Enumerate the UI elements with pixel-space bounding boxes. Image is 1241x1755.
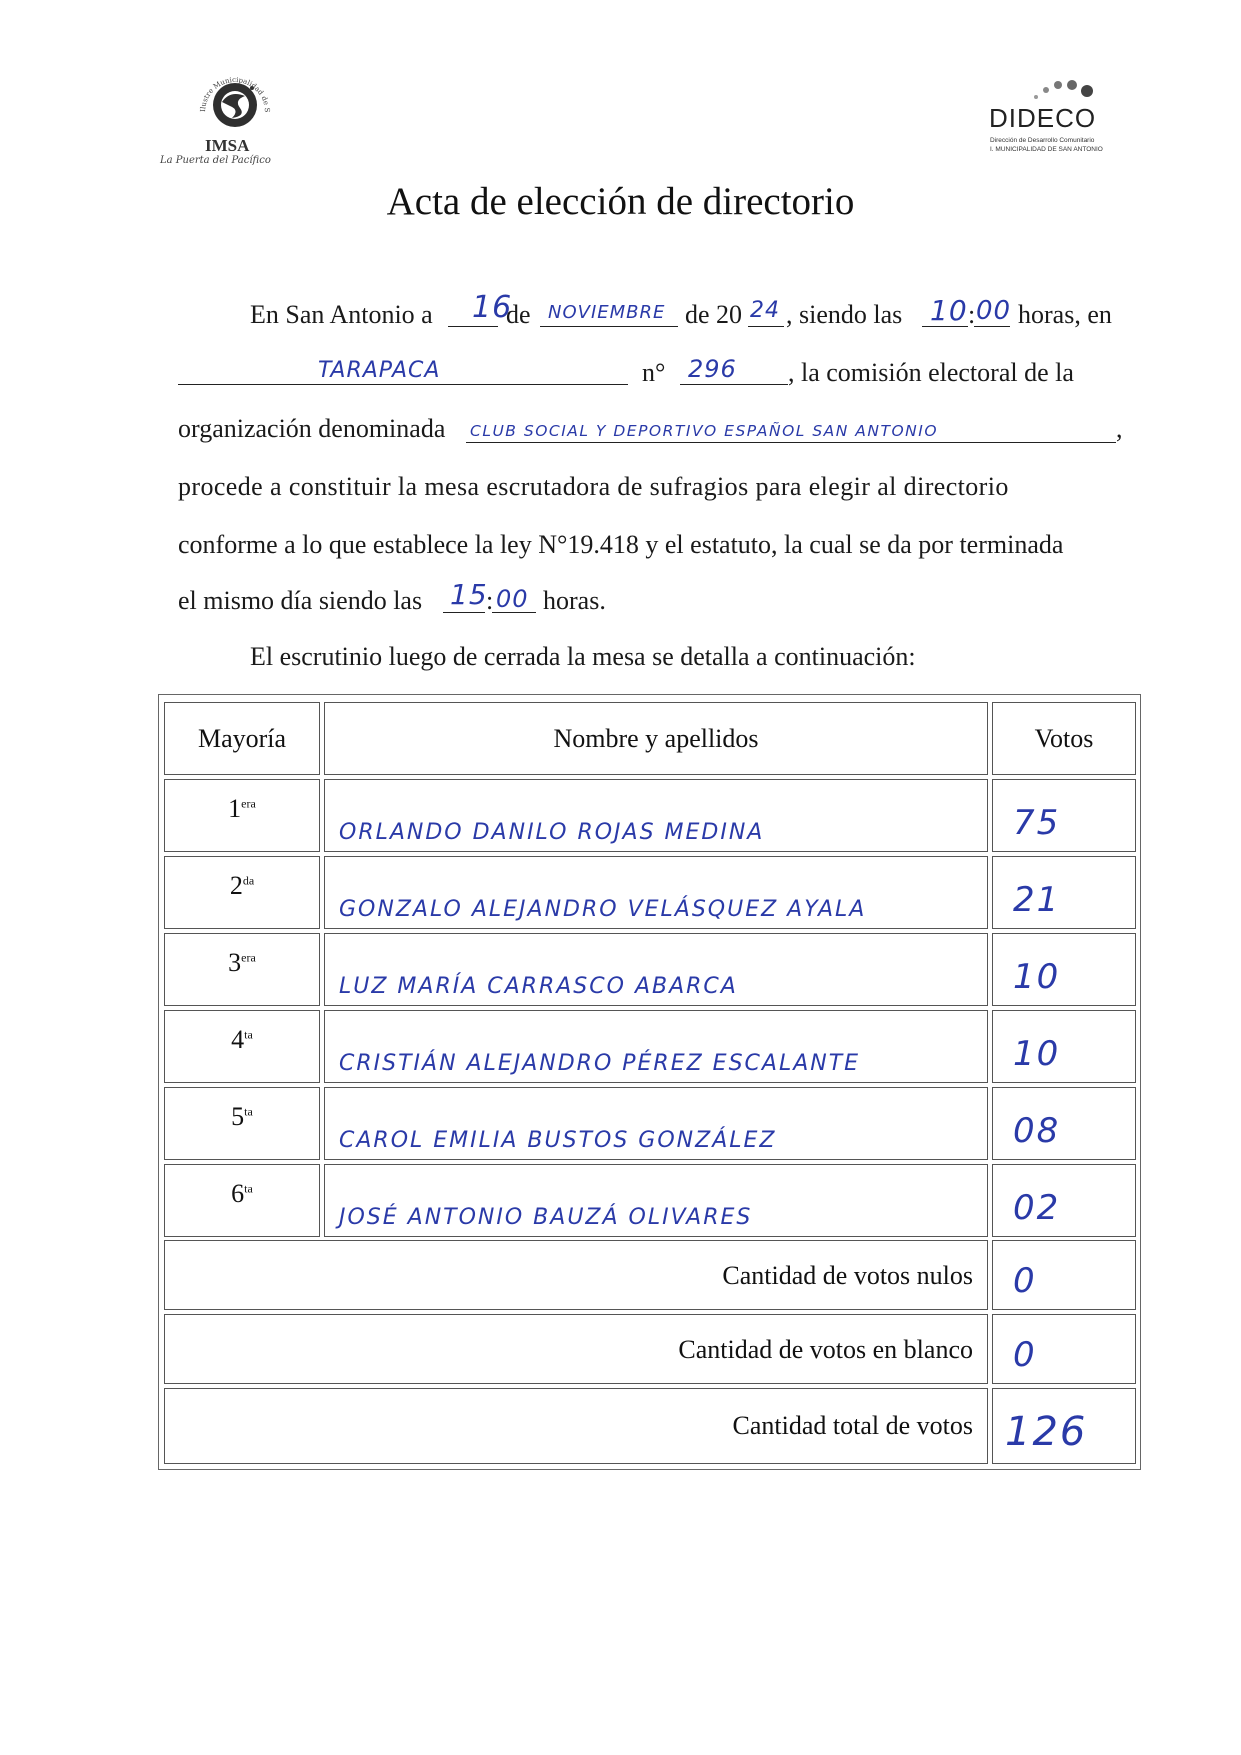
candidate-name: GONZALO ALEJANDRO VELÁSQUEZ AYALA xyxy=(339,897,867,922)
total-votes-label: Cantidad total de votos xyxy=(732,1411,973,1440)
month-value: NOVIEMBRE xyxy=(548,302,666,323)
rank-number: 6 xyxy=(231,1179,245,1208)
null-votes-cell xyxy=(992,1240,1136,1310)
imsa-logo xyxy=(160,50,310,170)
votes-cell xyxy=(992,1010,1136,1083)
votes-cell xyxy=(992,1164,1136,1237)
rank-suffix: ta xyxy=(244,1027,253,1042)
header-rank: Mayoría xyxy=(164,702,320,775)
rank-cell xyxy=(164,779,320,852)
text-n: n° xyxy=(642,358,666,387)
text-comma: , xyxy=(1116,414,1123,443)
imsa-slogan: La Puerta del Pacífico xyxy=(160,155,271,166)
votes-cell xyxy=(992,779,1136,852)
rank-number: 5 xyxy=(231,1102,245,1131)
name-cell xyxy=(324,779,988,852)
blank-votes-label-cell xyxy=(164,1314,988,1384)
candidate-votes: 10 xyxy=(1013,957,1061,997)
rank-number: 2 xyxy=(229,871,243,900)
candidate-votes: 02 xyxy=(1013,1188,1061,1228)
dideco-sub1: Dirección de Desarrollo Comunitario xyxy=(990,137,1095,144)
text-de: de xyxy=(506,300,531,329)
text-horas: horas. xyxy=(543,586,606,615)
name-cell xyxy=(324,1010,988,1083)
candidate-votes: 10 xyxy=(1013,1034,1061,1074)
text-line-4: procede a constituir la mesa escrutadora de sufragios para elegir al directorio xyxy=(178,472,1009,501)
rank-cell xyxy=(164,933,320,1006)
day-value: 16 xyxy=(472,290,513,325)
text-de-20: de 20 xyxy=(685,300,743,329)
blank-votes-value: 0 xyxy=(1013,1335,1037,1375)
minute-value: 00 xyxy=(976,296,1012,326)
total-votes-value: 126 xyxy=(1005,1409,1088,1455)
rank-number: 4 xyxy=(231,1025,245,1054)
candidate-name: ORLANDO DANILO ROJAS MEDINA xyxy=(339,820,765,845)
candidate-name: JOSÉ ANTONIO BAUZÁ OLIVARES xyxy=(339,1205,753,1230)
street-value: TARAPACA xyxy=(318,358,441,383)
text-en-san-antonio: En San Antonio a xyxy=(250,300,433,329)
rank-suffix: era xyxy=(241,950,256,965)
candidate-votes: 21 xyxy=(1013,880,1061,920)
rank-number: 1 xyxy=(228,794,242,823)
votes-cell xyxy=(992,1087,1136,1160)
text-line-5: conforme a lo que establece la ley N°19.418 y el estatuto, la cual se da por terminada xyxy=(178,530,1064,559)
text-horas-en: horas, en xyxy=(1018,300,1112,329)
hour-colon: : xyxy=(968,300,976,329)
candidate-votes: 08 xyxy=(1013,1111,1061,1151)
dideco-logo xyxy=(985,75,1135,165)
text-la-comision: , la comisión electoral de la xyxy=(788,358,1074,387)
blank-votes-label: Cantidad de votos en blanco xyxy=(678,1335,973,1364)
total-votes-label-cell xyxy=(164,1388,988,1464)
rank-cell xyxy=(164,1087,320,1160)
votes-cell xyxy=(992,933,1136,1006)
imsa-name: IMSA xyxy=(205,136,250,155)
year-value: 24 xyxy=(750,298,780,323)
dideco-name: DIDECO xyxy=(989,103,1097,133)
null-votes-label: Cantidad de votos nulos xyxy=(722,1261,973,1290)
candidate-name: CRISTIÁN ALEJANDRO PÉREZ ESCALANTE xyxy=(339,1051,861,1076)
rank-number: 3 xyxy=(228,948,242,977)
text-escrutinio: El escrutinio luego de cerrada la mesa se detalla a continuación: xyxy=(250,642,916,671)
name-cell xyxy=(324,1164,988,1237)
null-votes-value: 0 xyxy=(1013,1261,1037,1301)
text-mismo-dia: el mismo día siendo las xyxy=(178,586,423,615)
header-name: Nombre y apellidos xyxy=(324,702,988,775)
org-name-value: CLUB SOCIAL Y DEPORTIVO ESPAÑOL SAN ANTONIO xyxy=(470,422,939,440)
text-organizacion: organización denominada xyxy=(178,414,446,443)
rank-suffix: ta xyxy=(244,1181,253,1196)
rank-cell xyxy=(164,1010,320,1083)
text-siendo-las: , siendo las xyxy=(786,300,903,329)
rank-suffix: da xyxy=(242,873,255,888)
end-minute-value: 00 xyxy=(496,585,529,613)
dideco-sub2: I. MUNICIPALIDAD DE SAN ANTONIO xyxy=(990,146,1103,153)
imsa-emblem-icon xyxy=(160,50,310,150)
name-cell xyxy=(324,1087,988,1160)
rank-cell xyxy=(164,856,320,929)
candidate-name: CAROL EMILIA BUSTOS GONZÁLEZ xyxy=(339,1128,777,1153)
candidate-votes: 75 xyxy=(1013,803,1061,843)
rank-suffix: ta xyxy=(244,1104,253,1119)
end-hour-value: 15 xyxy=(450,578,488,611)
blank-votes-cell xyxy=(992,1314,1136,1384)
total-votes-cell xyxy=(992,1388,1136,1464)
votes-cell xyxy=(992,856,1136,929)
name-cell xyxy=(324,856,988,929)
candidate-name: LUZ MARÍA CARRASCO ABARCA xyxy=(339,974,738,999)
rank-cell xyxy=(164,1164,320,1237)
page-title: Acta de elección de directorio xyxy=(386,180,855,223)
dideco-dots-icon xyxy=(1030,75,1100,105)
hour-value: 10 xyxy=(930,294,968,327)
imsa-circle-text: Ilustre Municipalidad de S xyxy=(198,75,272,113)
rank-suffix: era xyxy=(241,796,256,811)
end-colon: : xyxy=(486,586,494,615)
name-cell xyxy=(324,933,988,1006)
null-votes-label-cell xyxy=(164,1240,988,1310)
number-value: 296 xyxy=(688,355,737,383)
header-votes: Votos xyxy=(992,702,1136,775)
